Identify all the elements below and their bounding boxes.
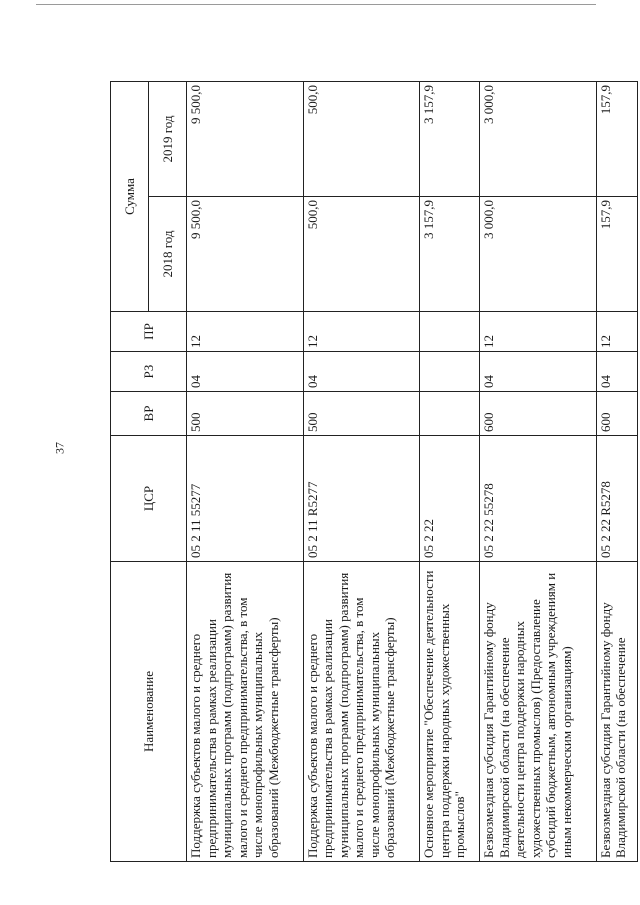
budget-table — [110, 81, 638, 862]
header-year-2018: 2018 год — [149, 197, 187, 312]
header-pr: ПР — [111, 312, 187, 352]
cell-2019: 3 157,9 — [420, 82, 480, 197]
cell-pr: 12 — [596, 312, 637, 352]
cell-rz: 04 — [480, 352, 597, 392]
cell-2018: 9 500,0 — [187, 197, 304, 312]
header-name: Наименование — [111, 562, 187, 862]
table-row — [596, 82, 637, 862]
cell-vr — [420, 392, 480, 436]
cell-2018: 3 157,9 — [420, 197, 480, 312]
cell-csr: 05 2 11 55277 — [187, 436, 304, 562]
cell-name: Поддержка субъектов малого и среднего предпринимательства в рамках реализации муниципальных программ (подпрограмм) развития малого и среднего предпринимательства, в том числе монопрофильных муниципальных образований (Межбюджетные трансферты) — [303, 562, 420, 862]
cell-name: Безвозмездная субсидия Гарантийному фонду Владимирской области (на обеспечение деятельности центра поддержки народных художественных промыслов) (Предоставление субсидий бюджетным, автономным учреждениям и иным некоммерческим организациям) — [480, 562, 597, 862]
header-year-2019: 2019 год — [149, 82, 187, 197]
cell-2019: 9 500,0 — [187, 82, 304, 197]
header-csr: ЦСР — [111, 436, 187, 562]
table-row — [303, 82, 420, 862]
cell-vr: 500 — [303, 392, 420, 436]
cell-vr: 600 — [480, 392, 597, 436]
cell-pr: 12 — [303, 312, 420, 352]
page-top-rule — [36, 4, 596, 5]
cell-csr: 05 2 11 R5277 — [303, 436, 420, 562]
cell-2019: 3 000,0 — [480, 82, 597, 197]
cell-rz: 04 — [596, 352, 637, 392]
cell-name: Поддержка субъектов малого и среднего предпринимательства в рамках реализации муниципальных программ (подпрограмм) развития малого и среднего предпринимательства, в том числе монопрофильных муниципальных образований (Межбюджетные трансферты) — [187, 562, 304, 862]
page-number: 37 — [52, 442, 67, 454]
header-row — [111, 82, 149, 862]
cell-vr: 600 — [596, 392, 637, 436]
cell-csr: 05 2 22 — [420, 436, 480, 562]
cell-2019: 500,0 — [303, 82, 420, 197]
cell-2018: 3 000,0 — [480, 197, 597, 312]
header-rz: РЗ — [111, 352, 187, 392]
cell-name: Безвозмездная субсидия Гарантийному фонду Владимирской области (на обеспечение — [596, 562, 637, 862]
cell-pr: 12 — [187, 312, 304, 352]
header-vr: ВР — [111, 392, 187, 436]
cell-rz — [420, 352, 480, 392]
cell-pr — [420, 312, 480, 352]
table-row — [480, 82, 597, 862]
cell-vr: 500 — [187, 392, 304, 436]
header-sum: Сумма — [111, 82, 149, 312]
cell-name: Основное мероприятие "Обеспечение деятельности центра поддержки народных художественных промыслов" — [420, 562, 480, 862]
cell-rz: 04 — [303, 352, 420, 392]
cell-2018: 500,0 — [303, 197, 420, 312]
document-sheet — [110, 82, 638, 862]
cell-pr: 12 — [480, 312, 597, 352]
cell-2018: 157,9 — [596, 197, 637, 312]
cell-2019: 157,9 — [596, 82, 637, 197]
cell-csr: 05 2 22 R5278 — [596, 436, 637, 562]
table-row — [420, 82, 480, 862]
table-row — [187, 82, 304, 862]
cell-rz: 04 — [187, 352, 304, 392]
cell-csr: 05 2 22 55278 — [480, 436, 597, 562]
